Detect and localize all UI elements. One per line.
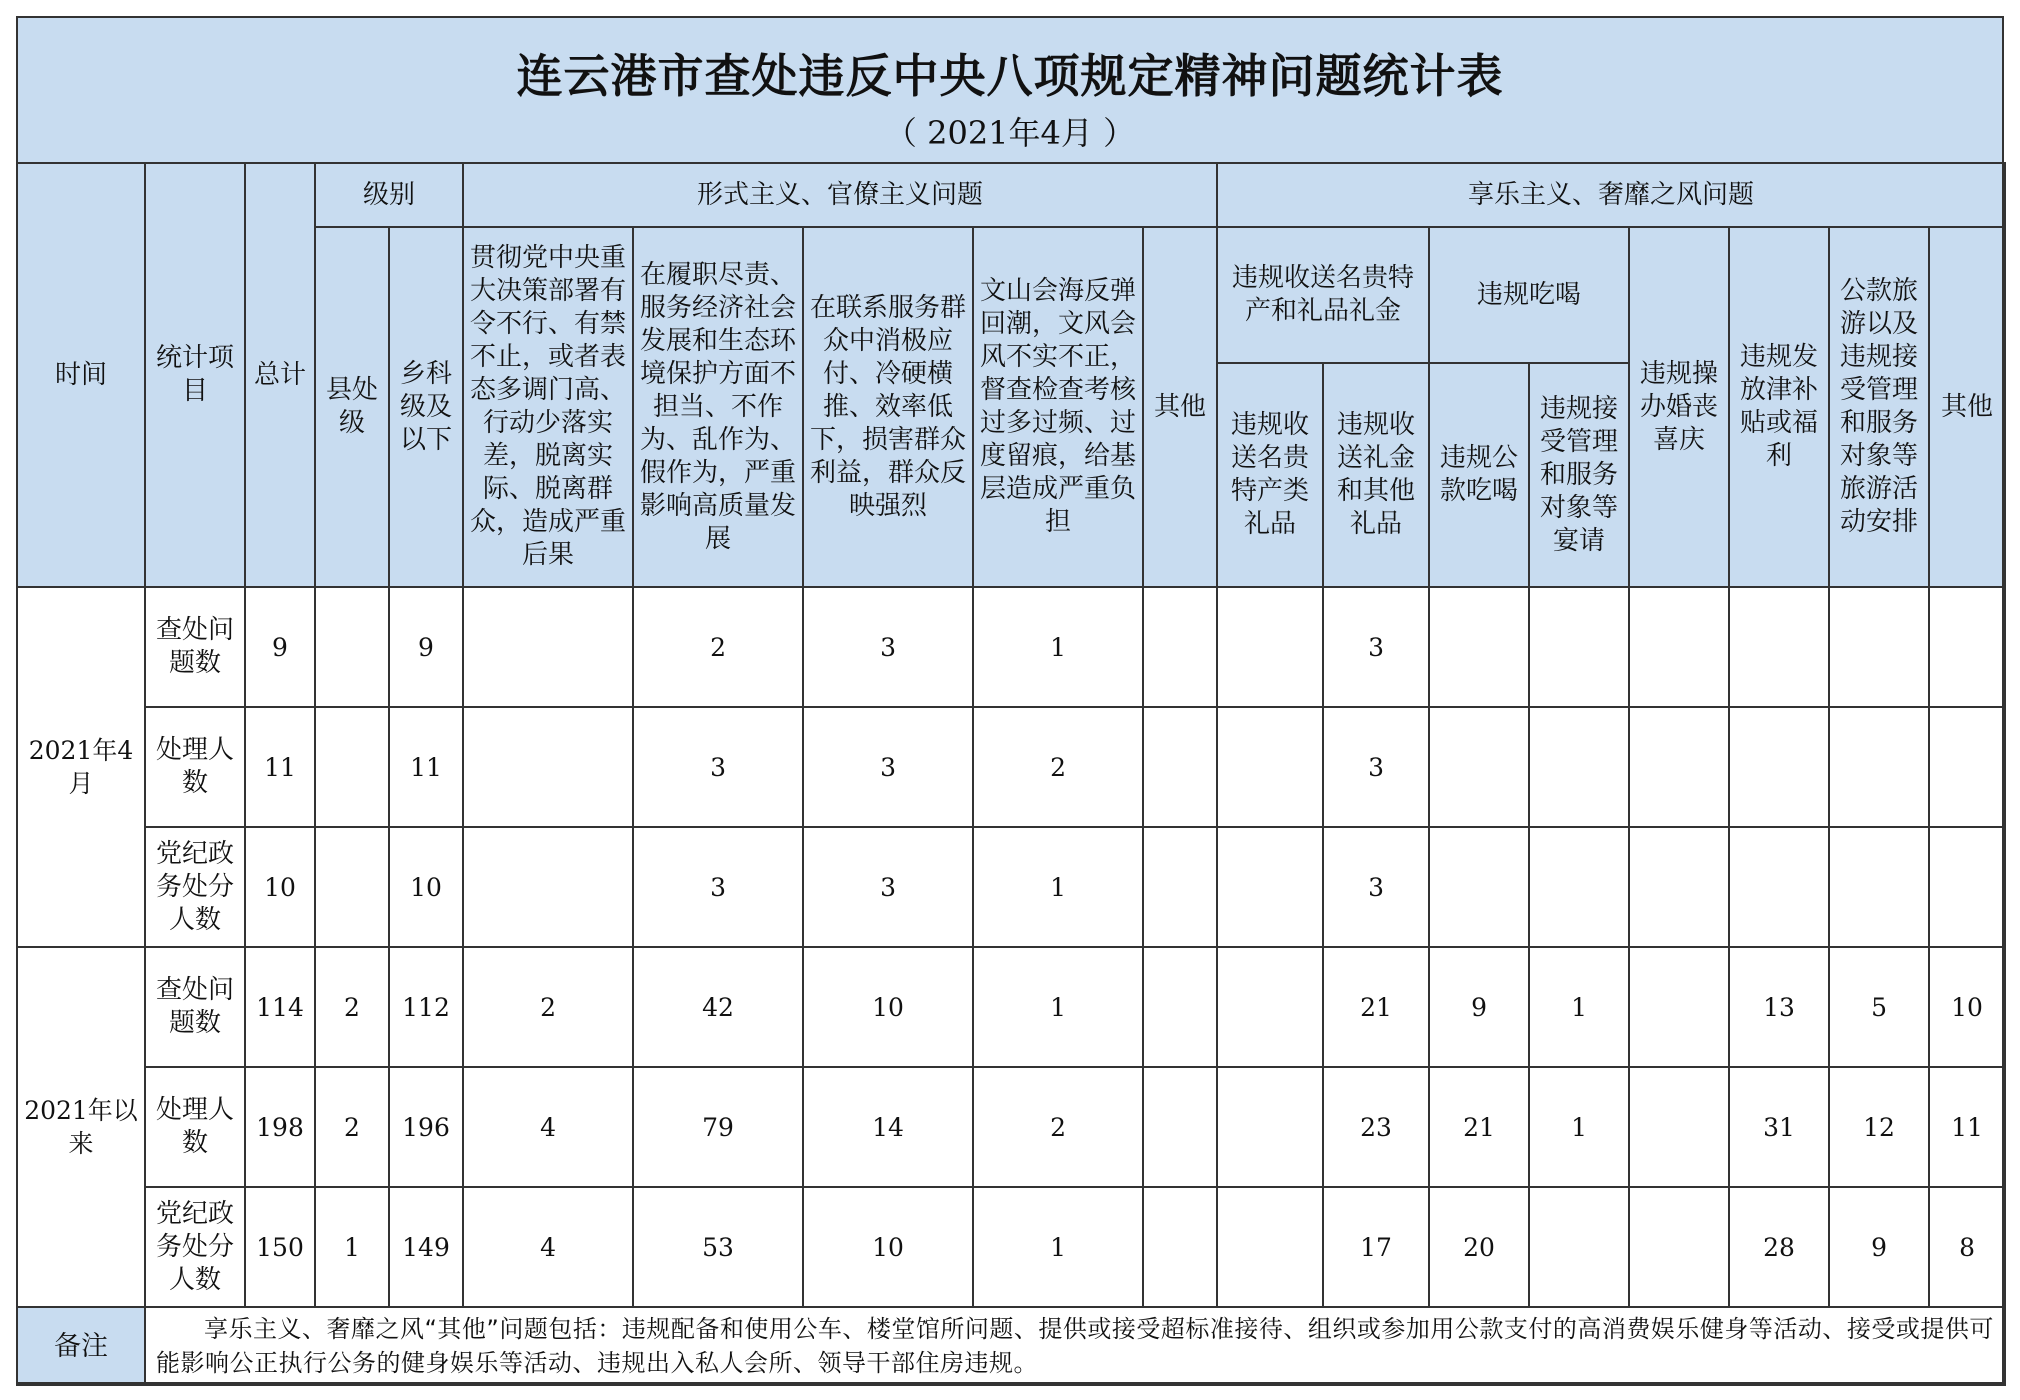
value-cell: 14 <box>803 1067 973 1187</box>
header-formalism-col: 在履职尽责、服务经济社会发展和生态环境保护方面不担当、不作为、乱作为、假作为，严重影响高质量发展 <box>633 227 803 587</box>
value-cell: 3 <box>1323 827 1429 947</box>
value-cell: 23 <box>1323 1067 1429 1187</box>
header-gifts-col: 违规收送名贵特产类礼品 <box>1217 363 1323 587</box>
value-cell: 20 <box>1429 1187 1529 1307</box>
value-cell: 9 <box>389 587 463 707</box>
value-cell: 31 <box>1729 1067 1829 1187</box>
value-cell: 10 <box>389 827 463 947</box>
header-other: 其他 <box>1929 227 2005 587</box>
value-cell: 9 <box>1829 1187 1929 1307</box>
header-time: 时间 <box>17 163 145 587</box>
header-hedonism: 享乐主义、奢靡之风问题 <box>1217 163 2005 227</box>
header-gifts-col: 违规收送礼金和其他礼品 <box>1323 363 1429 587</box>
header-gifts: 违规收送名贵特产和礼品礼金 <box>1217 227 1429 363</box>
value-cell: 3 <box>1323 587 1429 707</box>
value-cell: 21 <box>1429 1067 1529 1187</box>
value-cell: 198 <box>245 1067 315 1187</box>
header-allowance: 违规发放津补贴或福利 <box>1729 227 1829 587</box>
value-cell: 4 <box>463 1187 633 1307</box>
header-formalism-col: 文山会海反弹回潮，文风会风不实不正，督查检查考核过多过频、过度留痕，给基层造成严重负担 <box>973 227 1143 587</box>
value-cell: 10 <box>1929 947 2005 1067</box>
note-text: 享乐主义、奢靡之风“其他”问题包括：违规配备和使用公车、楼堂馆所问题、提供或接受超标准接待、组织或参加用公款支付的高消费娱乐健身等活动、接受或提供可能影响公正执行公务的健身娱乐等活动、违规出入私人会所、领导干部住房违规。 <box>145 1307 2005 1385</box>
header-level-county: 县处级 <box>315 227 389 587</box>
time-cell: 2021年4月 <box>17 587 145 947</box>
value-cell: 3 <box>633 707 803 827</box>
value-cell: 112 <box>389 947 463 1067</box>
header-formalism-col: 其他 <box>1143 227 1217 587</box>
value-cell: 42 <box>633 947 803 1067</box>
value-cell: 11 <box>245 707 315 827</box>
value-cell: 1 <box>973 587 1143 707</box>
value-cell: 10 <box>803 1187 973 1307</box>
header-level: 级别 <box>315 163 463 227</box>
header-formalism-col: 在联系服务群众中消极应付、冷硬横推、效率低下，损害群众利益，群众反映强烈 <box>803 227 973 587</box>
value-cell: 1 <box>973 827 1143 947</box>
value-cell: 150 <box>245 1187 315 1307</box>
time-cell: 2021年以来 <box>17 947 145 1307</box>
value-cell: 3 <box>803 707 973 827</box>
value-cell: 1 <box>315 1187 389 1307</box>
value-cell: 8 <box>1929 1187 2005 1307</box>
value-cell: 9 <box>1429 947 1529 1067</box>
value-cell: 3 <box>803 827 973 947</box>
value-cell: 2 <box>633 587 803 707</box>
value-cell: 11 <box>389 707 463 827</box>
header-item: 统计项目 <box>145 163 245 587</box>
item-cell: 党纪政务处分人数 <box>145 1187 245 1307</box>
value-cell: 114 <box>245 947 315 1067</box>
header-weddings: 违规操办婚丧喜庆 <box>1629 227 1729 587</box>
value-cell: 3 <box>633 827 803 947</box>
outer-frame <box>16 16 2004 1384</box>
value-cell: 2 <box>315 947 389 1067</box>
header-eating-col: 违规公款吃喝 <box>1429 363 1529 587</box>
value-cell: 11 <box>1929 1067 2005 1187</box>
value-cell: 13 <box>1729 947 1829 1067</box>
value-cell: 12 <box>1829 1067 1929 1187</box>
value-cell: 9 <box>245 587 315 707</box>
value-cell: 5 <box>1829 947 1929 1067</box>
item-cell: 党纪政务处分人数 <box>145 827 245 947</box>
header-travel: 公款旅游以及违规接受管理和服务对象等旅游活动安排 <box>1829 227 1929 587</box>
page-title: 连云港市查处违反中央八项规定精神问题统计表 <box>516 49 1504 103</box>
value-cell: 28 <box>1729 1187 1829 1307</box>
header-eating-col: 违规接受管理和服务对象等宴请 <box>1529 363 1629 587</box>
value-cell: 149 <box>389 1187 463 1307</box>
value-cell: 21 <box>1323 947 1429 1067</box>
item-cell: 查处问题数 <box>145 947 245 1067</box>
value-cell: 79 <box>633 1067 803 1187</box>
item-cell: 查处问题数 <box>145 587 245 707</box>
value-cell: 1 <box>1529 1067 1629 1187</box>
note-label: 备注 <box>17 1307 145 1385</box>
value-cell: 4 <box>463 1067 633 1187</box>
value-cell: 2 <box>973 1067 1143 1187</box>
value-cell: 2 <box>973 707 1143 827</box>
item-cell: 处理人数 <box>145 1067 245 1187</box>
header-level-township: 乡科级及以下 <box>389 227 463 587</box>
value-cell: 10 <box>245 827 315 947</box>
header-total: 总计 <box>245 163 315 587</box>
value-cell: 10 <box>803 947 973 1067</box>
header-eating: 违规吃喝 <box>1429 227 1629 363</box>
value-cell: 2 <box>315 1067 389 1187</box>
value-cell: 17 <box>1323 1187 1429 1307</box>
page-subtitle: （ 2021年4月 ） <box>884 114 1136 152</box>
value-cell: 1 <box>1529 947 1629 1067</box>
header-formalism-col: 贯彻党中央重大决策部署有令不行、有禁不止，或者表态多调门高、行动少落实差，脱离实际、脱离群众，造成严重后果 <box>463 227 633 587</box>
value-cell: 1 <box>973 947 1143 1067</box>
value-cell: 3 <box>803 587 973 707</box>
value-cell: 2 <box>463 947 633 1067</box>
value-cell: 3 <box>1323 707 1429 827</box>
header-formalism: 形式主义、官僚主义问题 <box>463 163 1217 227</box>
value-cell: 196 <box>389 1067 463 1187</box>
value-cell: 1 <box>973 1187 1143 1307</box>
item-cell: 处理人数 <box>145 707 245 827</box>
value-cell: 53 <box>633 1187 803 1307</box>
